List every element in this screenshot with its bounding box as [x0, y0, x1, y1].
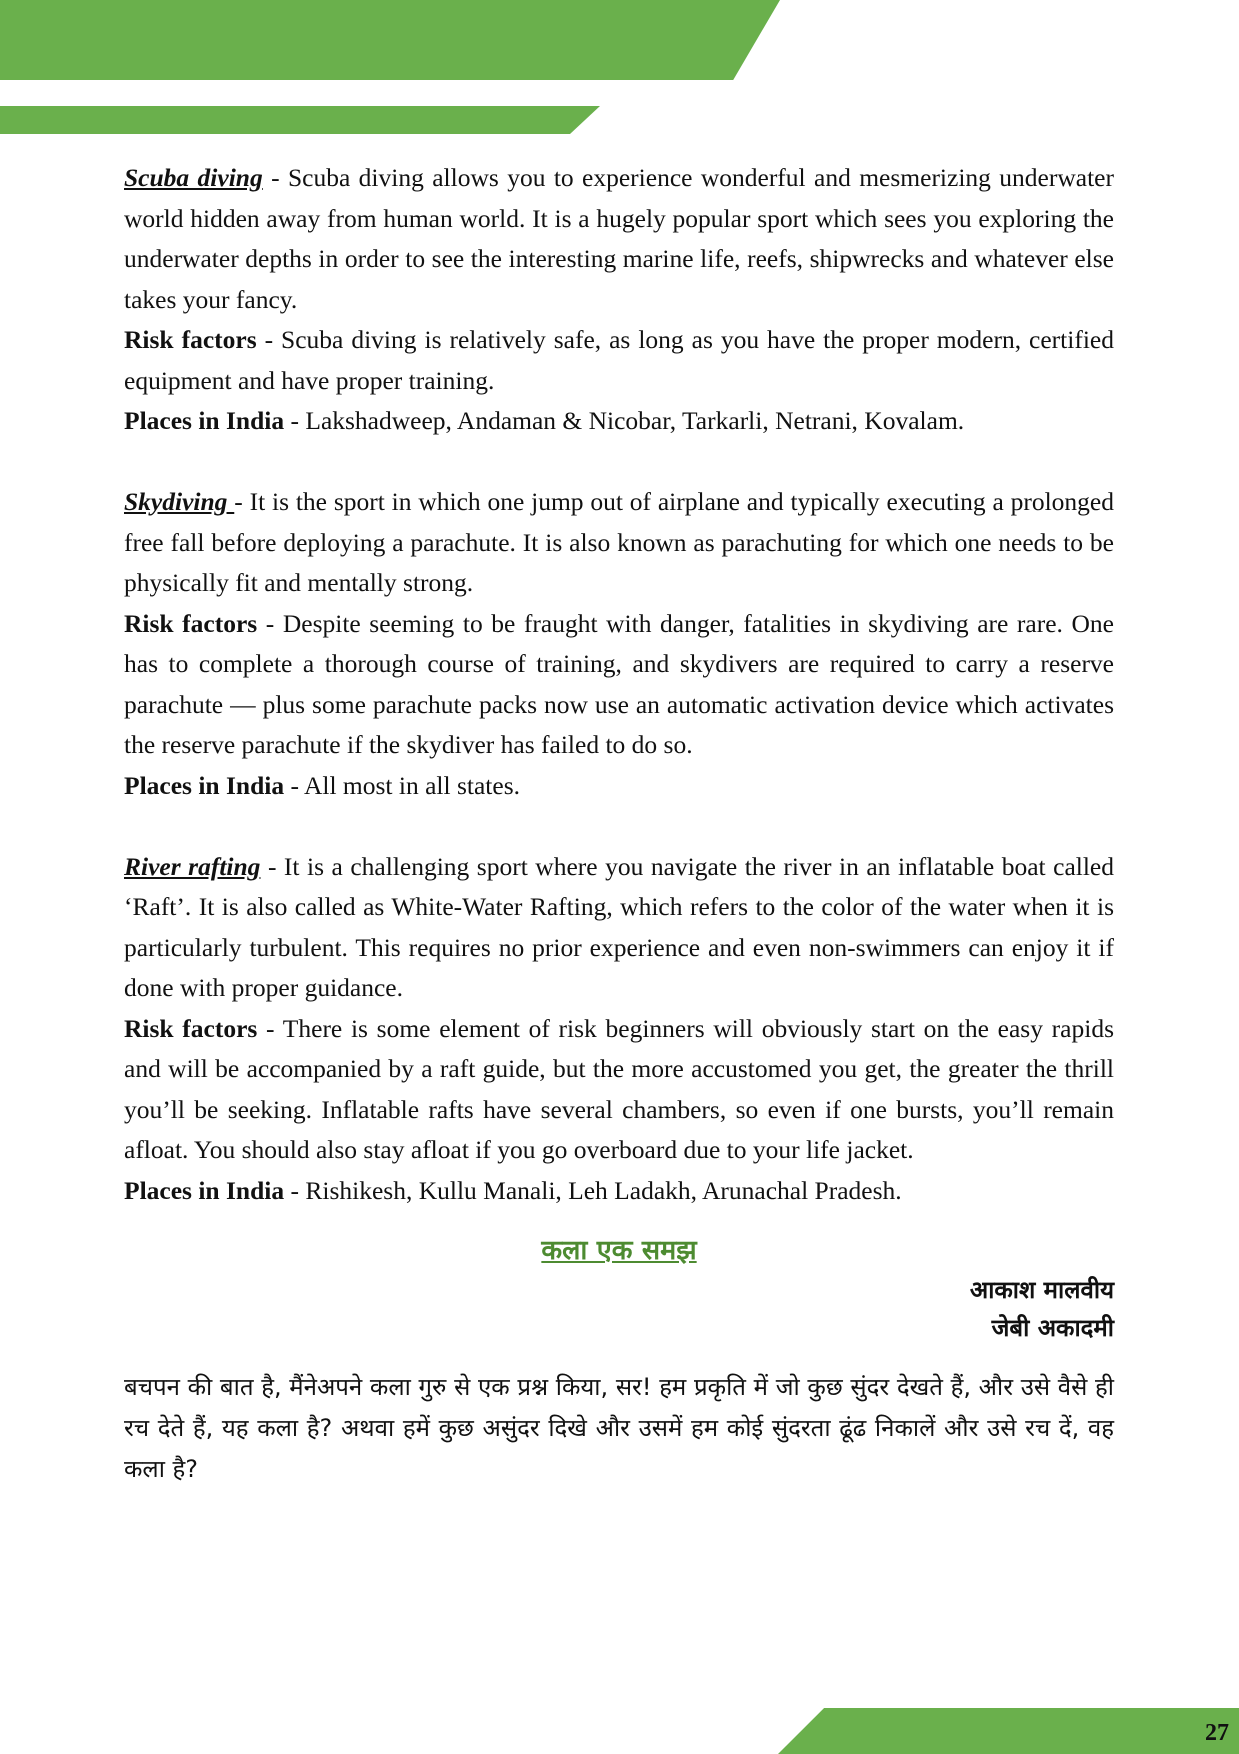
places-text: - Lakshadweep, Andaman & Nicobar, Tarkarli, Netrani, Kovalam. [284, 406, 965, 435]
section-term: Skydiving [124, 487, 235, 516]
author-name: आकाश मालवीय [969, 1276, 1114, 1304]
places-text: - Rishikesh, Kullu Manali, Leh Ladakh, Arunachal Pradesh. [284, 1175, 902, 1205]
risk-label: Risk factors [124, 325, 257, 354]
rafting-description [124, 847, 1114, 1009]
section-description-text: - Scuba diving allows you to experience wonderful and mesmerizing underwater world hidden away from human world. It is a hugely popular sport which sees you exploring the underwater depths in order to see the interesting marine life, reefs, shipwrecks and whatever else takes your fancy. [124, 163, 1114, 314]
footer-band [778, 1708, 1239, 1754]
places-text: - All most in all states. [284, 770, 520, 800]
skydiving-places [124, 766, 1114, 807]
skydiving-description [124, 482, 1114, 604]
risk-label: Risk factors [124, 1013, 258, 1043]
hindi-article-title: कला एक समझ [541, 1235, 697, 1266]
skydiving-risk-factors [124, 604, 1114, 766]
scuba-places [124, 401, 1114, 442]
section-term: Scuba diving [124, 163, 263, 192]
section-term: River rafting [124, 851, 261, 881]
page-number: 27 [1205, 1720, 1229, 1746]
header-band-lower [0, 106, 600, 134]
risk-text: - There is some element of risk beginners will obviously start on the easy rapids and will be accompanied by a raft guide, but the more accustomed you get, the greater the thrill you’ll be seeking. Inflatable rafts have several chambers, so even if one bursts, you’ll remain afloat. You should also stay afloat if you go overboard due to your life jacket. [124, 1013, 1114, 1164]
hindi-article-body: बचपन की बात है, मैंनेअपने कला गुरु से एक प्रश्न किया, सर! हम प्रकृति में जो कुछ सुंदर देखते हैं, और उसे वैसे ही रच देते हैं, यह कला है? अथवा हमें कुछ असुंदर दिखे और उसमें हम कोई सुंदरता ढूंढ निकालें और उसे रच दें, वह कला है? [124, 1373, 1114, 1483]
section-description-text: - It is a challenging sport where you navigate the river in an inflatable boat called ‘Raft’. It is also called as White-Water Rafting, which refers to the color of the water when it is particularly turbulent. This requires no prior experience and even non-swimmers can enjoy it if done with proper guidance. [124, 851, 1115, 1002]
author-affiliation: जेबी अकादमी [991, 1314, 1114, 1342]
risk-text: - Despite seeming to be fraught with danger, fatalities in skydiving are rare. One has to complete a thorough course of training, and skydivers are required to carry a reserve parachute — plus some parachute packs now use an automatic activation device which activates the reserve parachute if the skydiver has failed to do so. [124, 608, 1114, 759]
places-label: Places in India [124, 406, 285, 435]
places-label: Places in India [124, 770, 285, 800]
header-band-top [0, 0, 780, 80]
rafting-places [124, 1171, 1114, 1212]
risk-label: Risk factors [124, 608, 258, 638]
section-description-text: - It is the sport in which one jump out of airplane and typically executing a prolonged free fall before deploying a parachute. It is also known as parachuting for which one needs to be physically fit and mentally strong. [124, 487, 1115, 597]
page-content [124, 158, 1114, 1490]
risk-text: - Scuba diving is relatively safe, as long as you have the proper modern, certified equipment and have proper training. [124, 325, 1114, 395]
scuba-description [124, 158, 1114, 320]
places-label: Places in India [124, 1175, 285, 1205]
rafting-risk-factors [124, 1009, 1114, 1171]
scuba-risk-factors [124, 320, 1114, 401]
